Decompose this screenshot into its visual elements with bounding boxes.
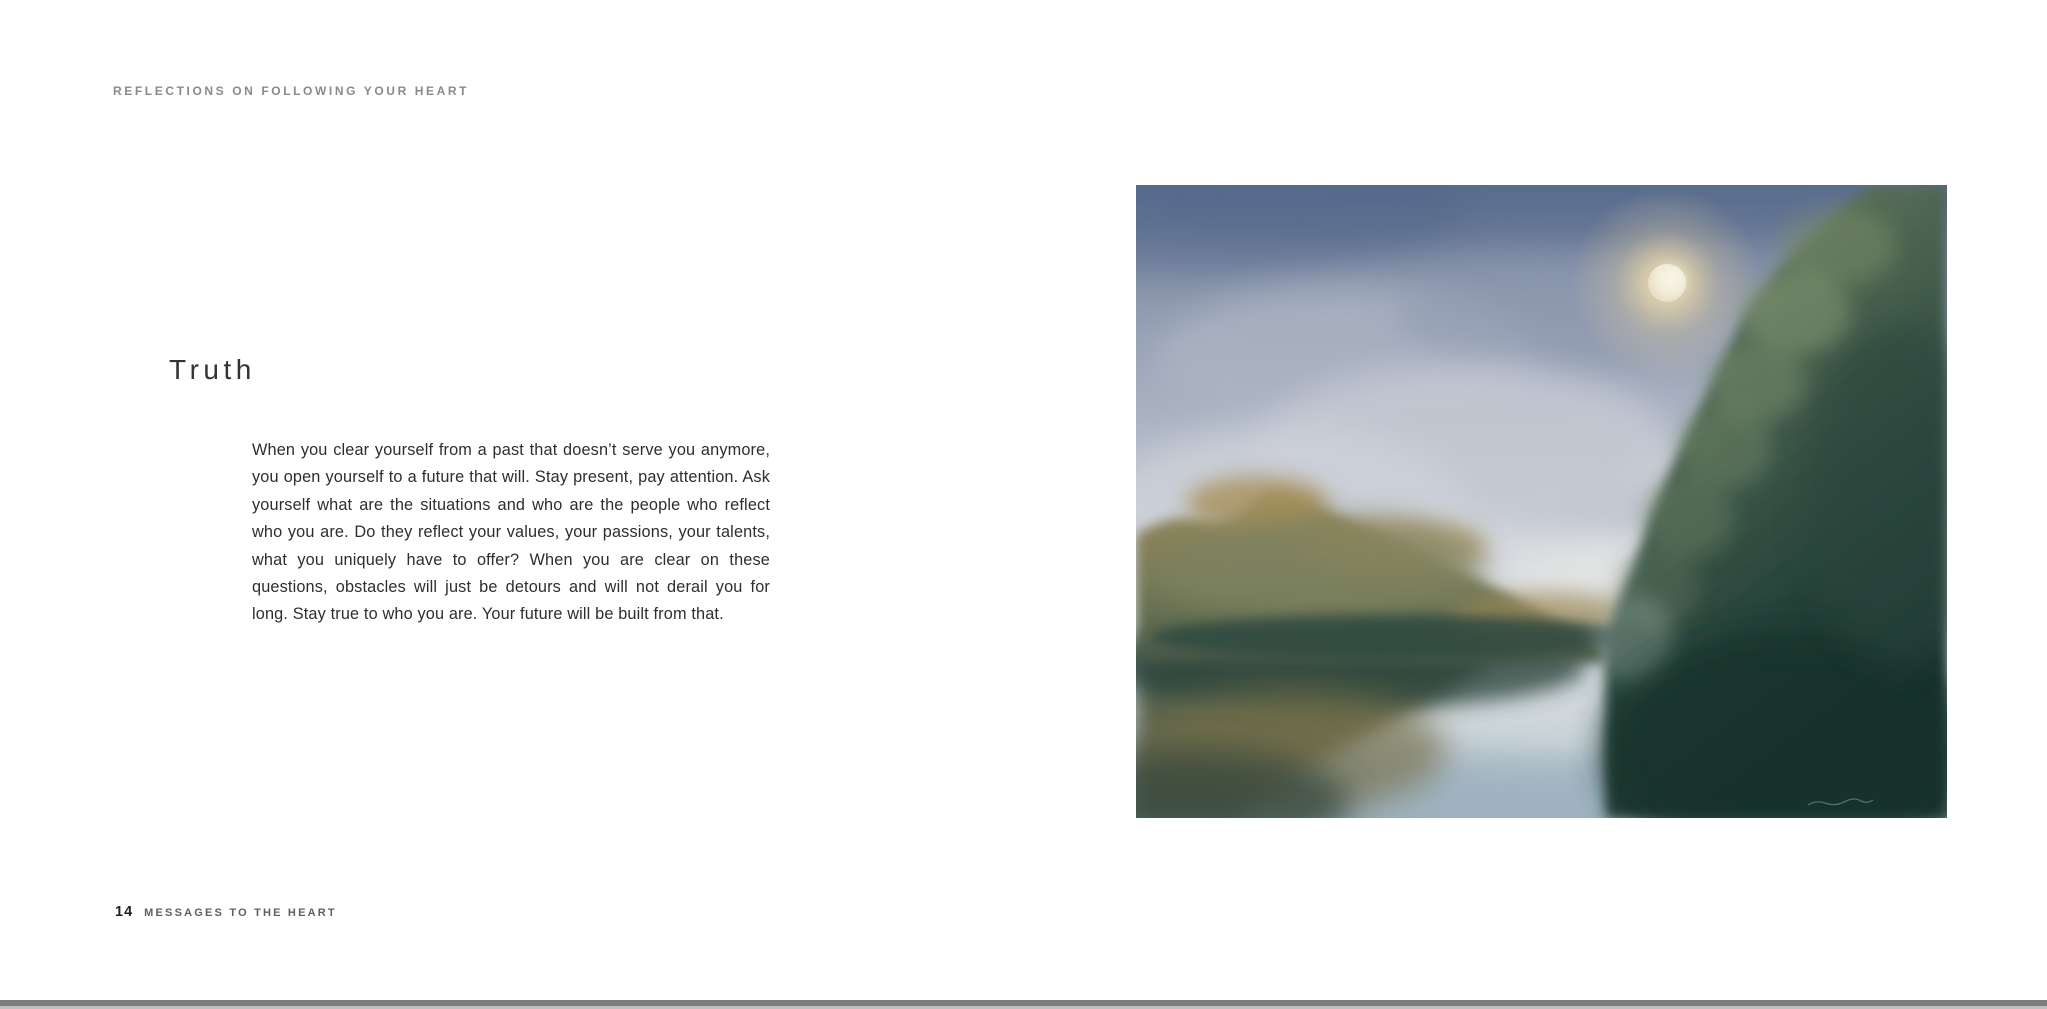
landscape-painting bbox=[1136, 185, 1947, 818]
chapter-title: Truth bbox=[169, 354, 256, 385]
running-header: REFLECTIONS ON FOLLOWING YOUR HEART bbox=[113, 84, 470, 98]
page-number: 14 bbox=[115, 904, 134, 920]
page-footer bbox=[115, 904, 337, 920]
body-paragraph: When you clear yourself from a past that doesn’t serve you anymore, you open yourself to a future that will. Stay present, pay attention. Ask yourself what are the situations and who are the people who reflect who you are. Do they reflect your values, your passions, your talents, what you uniquely have to offer? When you are clear on these questions, obstacles will just be detours and will not derail you for long. Stay true to who you are. Your future will be built from that. bbox=[252, 441, 770, 624]
landscape-painting-canvas bbox=[1136, 185, 1947, 818]
book-title: MESSAGES TO THE HEART bbox=[144, 907, 337, 919]
window-bottom-border bbox=[0, 1000, 2047, 1009]
